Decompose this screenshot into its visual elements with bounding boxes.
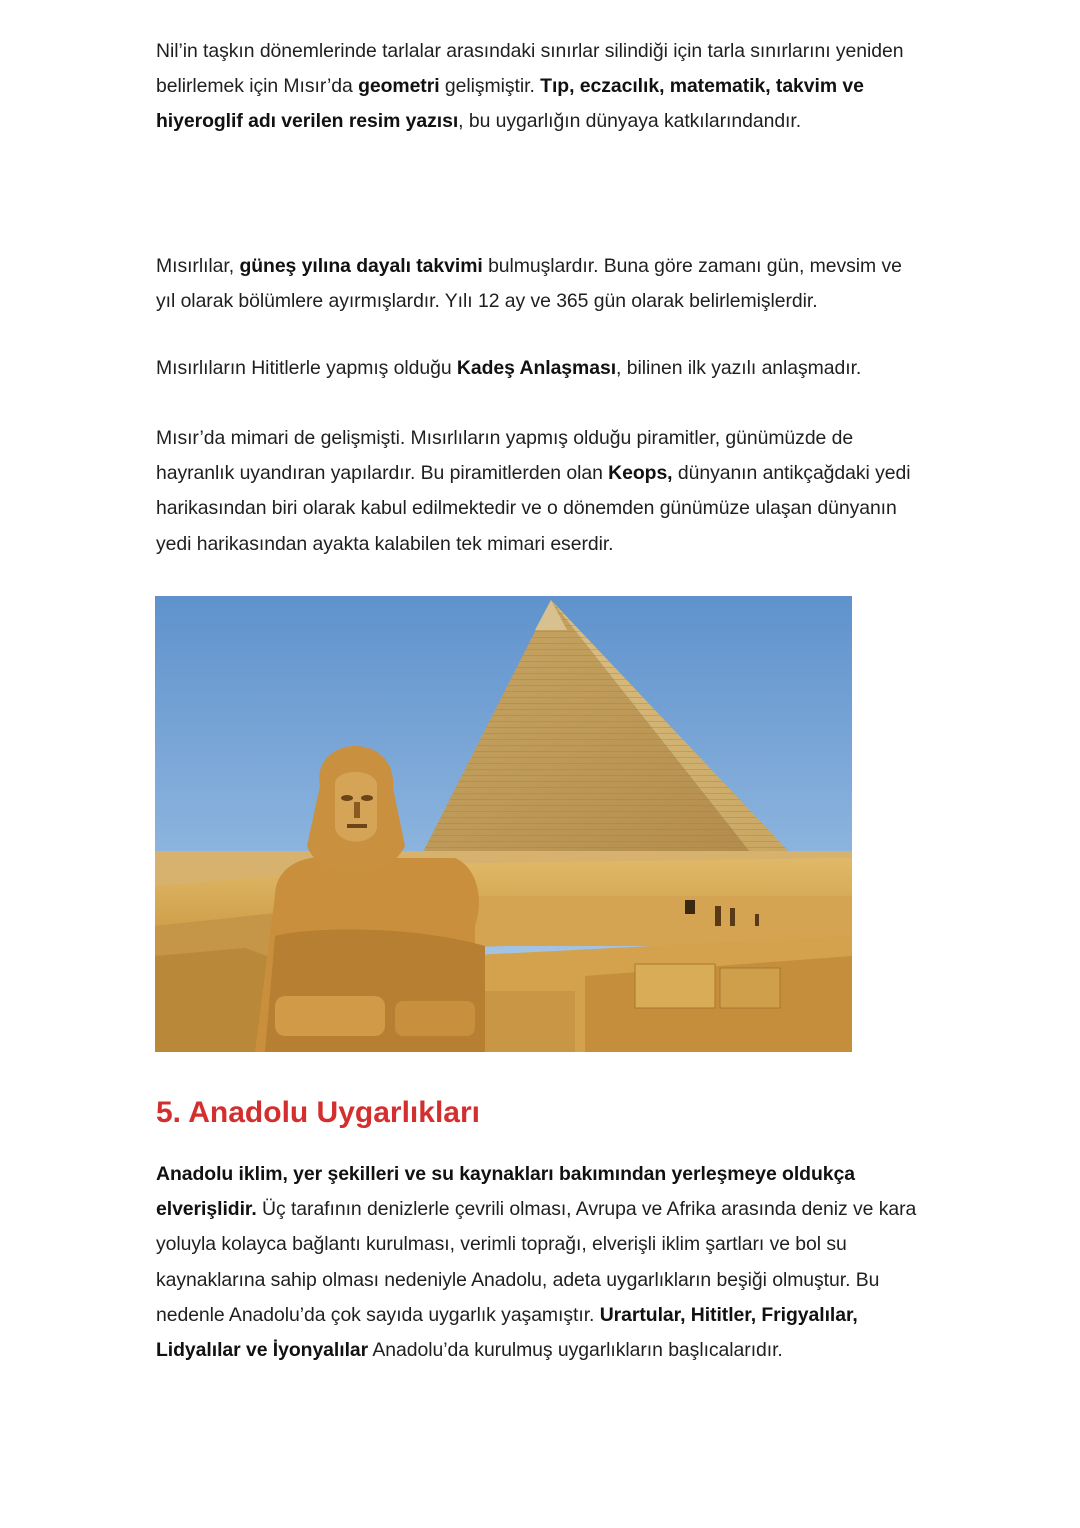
paragraph-calendar [156, 249, 926, 319]
paragraph-anatolia [156, 1157, 926, 1368]
bold-text-run: geometri [358, 75, 440, 98]
bold-text-run: Anadolu iklim, yer şekilleri ve su kaynakları bakımından yerleşmeye oldukça elverişlidir. [156, 1163, 855, 1221]
text-run: Mısırlılar, [156, 255, 240, 277]
text-run: gelişmiştir. [439, 75, 541, 98]
bold-text-run: güneş yılına dayalı takvimi [239, 255, 483, 277]
bold-text-run: Tıp, eczacılık, matematik, takvim ve hiyeroglif adı verilen resim yazısı [156, 75, 864, 133]
text-run: bulmuşlardır. Buna göre zamanı gün, mevsim ve yıl olarak bölümlere ayırmışlardır. Yılı 12 ay ve 365 gün olarak belirlemişlerdir. [156, 255, 902, 313]
text-run: , bu uygarlığın dünyaya katkılarındandır. [458, 110, 802, 133]
bold-text-run: Kadeş Anlaşması [456, 357, 617, 379]
text-run: Anadolu’da kurulmuş uygarlıkların başlıcalarıdır. [368, 1339, 783, 1362]
section-heading: 5. Anadolu Uygarlıkları [156, 1096, 480, 1129]
paragraph-architecture [156, 421, 926, 562]
text-run: Üç tarafının denizlerle çevrili olması, Avrupa ve Afrika arasında deniz ve kara yoluyla kolayca bağlantı kurulması, verimli toprağı, elverişli iklim şartları ve bol su kaynaklarına sahip olması nedeniyle Anadolu, adeta uygarlıkların beşiği olmuştur. Bu nedenle Anadolu’da çok sayıda uygarlık yaşamıştır. [156, 1198, 917, 1326]
bold-text-run: Keops, [608, 462, 673, 485]
paragraph-kadesh-treaty [156, 351, 926, 386]
paragraph-geometry [156, 34, 926, 140]
sphinx-pyramid-image [155, 596, 852, 1052]
text-run: Mısırlıların Hititlerle yapmış olduğu [156, 357, 457, 379]
bold-text-run: Urartular, Hititler, Frigyalılar, Lidyalılar ve İyonyalılar [156, 1303, 858, 1362]
text-run: Mısır’da mimari de gelişmişti. Mısırlıların yapmış olduğu piramitler, günümüzde de hayranlık uyandıran yapılardır. Bu piramitlerden olan [156, 427, 854, 485]
text-run: Nil’in taşkın dönemlerinde tarlalar arasındaki sınırlar silindiği için tarla sınırlarını yeniden belirlemek için Mısır’da [156, 40, 904, 98]
text-run: , bilinen ilk yazılı anlaşmadır. [616, 357, 862, 379]
text-run: dünyanın antikçağdaki yedi harikasından biri olarak kabul edilmektedir ve o dönemden günümüze ulaşan dünyanın yedi harikasından ayakta kalabilen tek mimari eserdir. [156, 462, 911, 555]
